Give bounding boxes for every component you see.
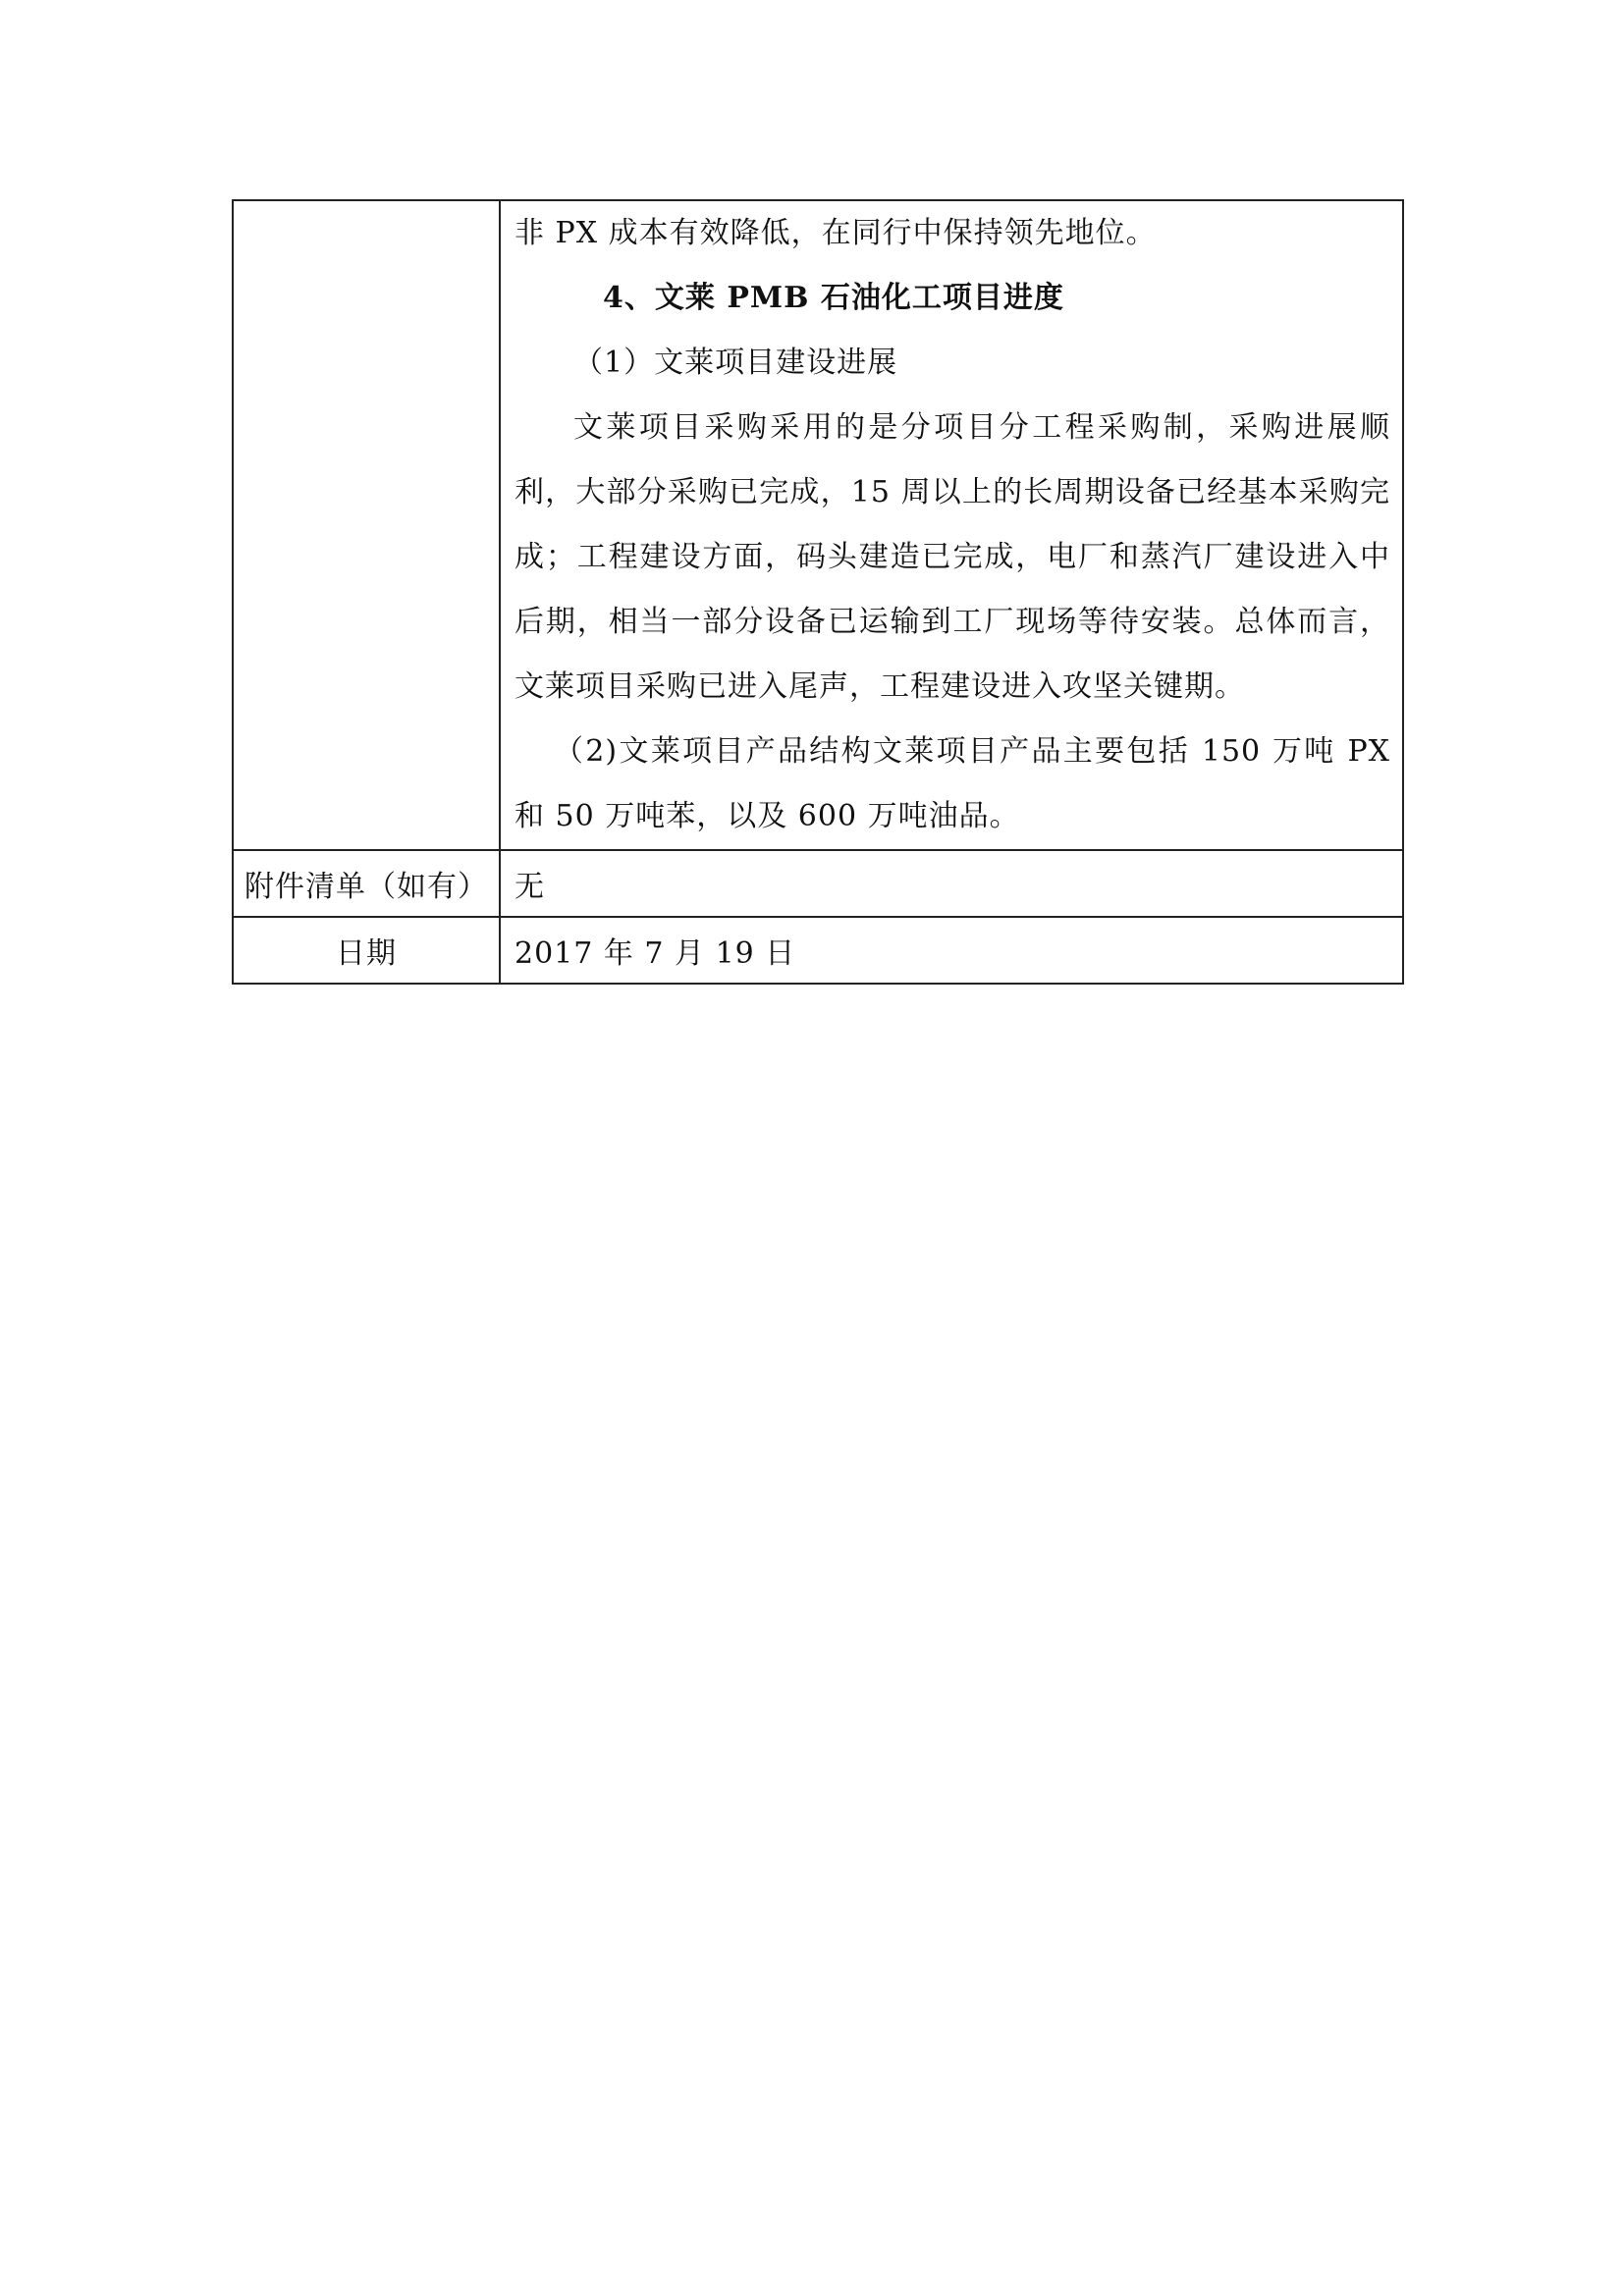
attachments-value: 无 bbox=[500, 850, 1403, 917]
date-label: 日期 bbox=[233, 917, 500, 984]
investor-relations-record-table bbox=[232, 199, 1404, 985]
content-row bbox=[233, 200, 1403, 850]
attachments-row bbox=[233, 850, 1403, 917]
attachments-label: 附件清单（如有） bbox=[233, 850, 500, 917]
subheading-construction-progress: （1）文莱项目建设进展 bbox=[573, 346, 898, 380]
paragraph-product-structure: （2)文莱项目产品结构文莱项目产品主要包括 150 万吨 PX 和 50 万吨苯，以及 600 万吨油品。 bbox=[514, 734, 1390, 833]
paragraph-continuation: 非 PX 成本有效降低，在同行中保持领先地位。 bbox=[514, 216, 1157, 250]
date-row bbox=[233, 917, 1403, 984]
date-value: 2017 年 7 月 19 日 bbox=[500, 917, 1403, 984]
content-label-cell bbox=[233, 200, 500, 850]
section-heading-brunei-project: 4、文莱 PMB 石油化工项目进度 bbox=[603, 281, 1064, 315]
paragraph-construction-progress: 文莱项目采购采用的是分项目分工程采购制，采购进展顺利，大部分采购已完成，15 周以上的长周期设备已经基本采购完成；工程建设方面，码头建造已完成，电厂和蒸汽厂建设进入中后期，相当一部分设备已运输到工厂现场等待安装。总体而言，文莱项目采购已进入尾声，工程建设进入攻坚关键期。 bbox=[514, 410, 1390, 704]
content-text-cell bbox=[500, 200, 1403, 850]
